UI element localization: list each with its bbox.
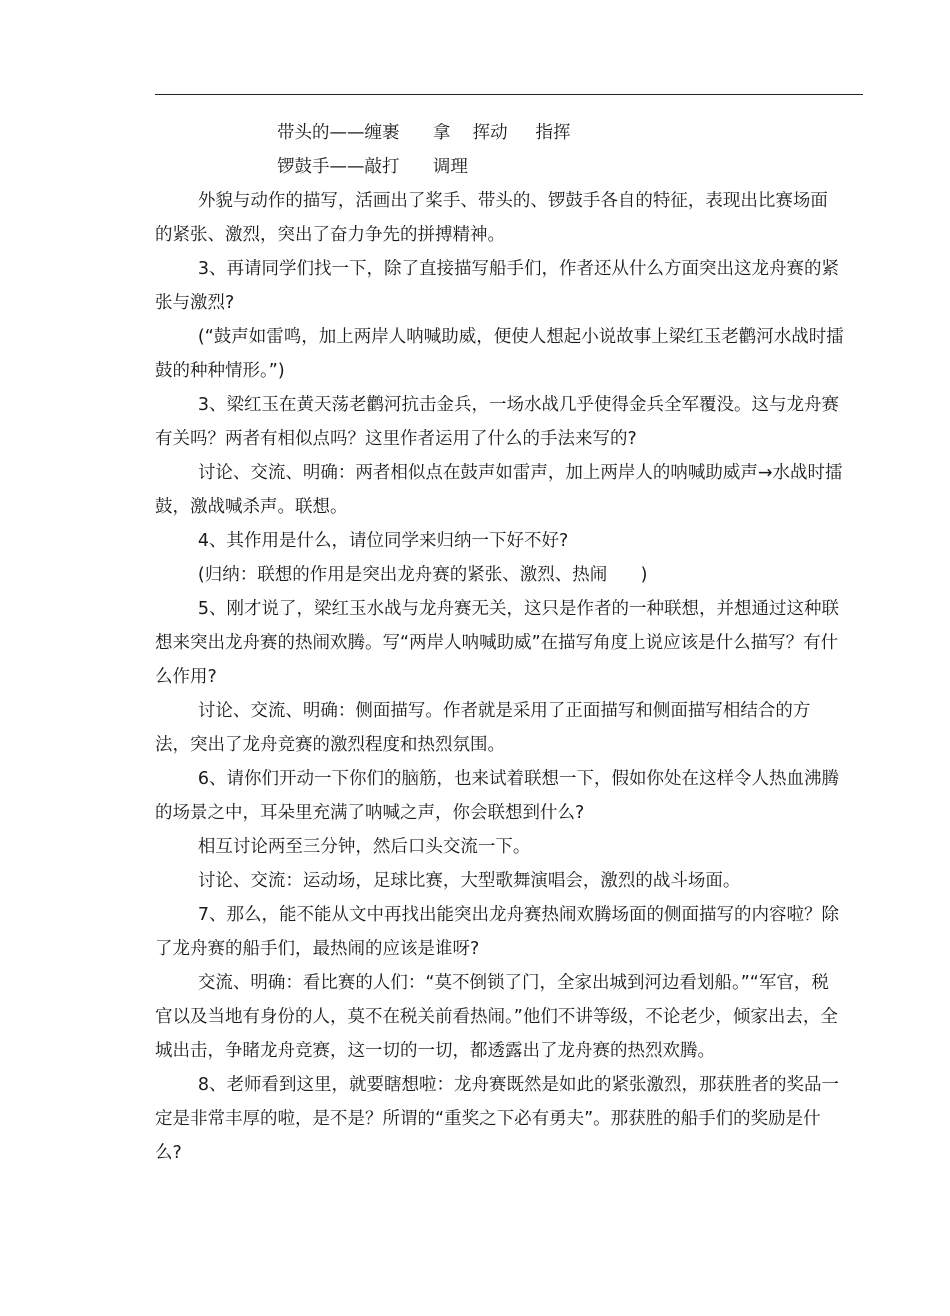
paragraph: 交流、明确：看比赛的人们：“莫不倒锁了门，全家出城到河边看划船。”“军官，税官以及当地有身份的人，莫不在税关前看热闹。”他们不讲等级，不论老少，倾家出去，全城出击，争睹龙舟竞赛，这一切的一切，都透露出了龙舟赛的热烈欢腾。 bbox=[155, 973, 838, 1061]
paragraph: 3、梁红玉在黄天荡老鹳河抗击金兵，一场水战几乎使得金兵全军覆没。这与龙舟赛有关吗？两者有相似点吗？这里作者运用了什么的手法来写的? bbox=[155, 395, 840, 449]
paragraph: 6、请你们开动一下你们的脑筋，也来试着联想一下，假如你处在这样令人热血沸腾的场景之中，耳朵里充满了呐喊之声，你会联想到什么? bbox=[155, 769, 840, 823]
paragraph: 锣鼓手——敲打 调理 bbox=[277, 157, 468, 177]
paragraph: 讨论、交流、明确：两者相似点在鼓声如雷声，加上两岸人的呐喊助威声→水战时擂鼓，激战喊杀声。联想。 bbox=[155, 463, 843, 517]
paragraph: (“鼓声如雷鸣，加上两岸人呐喊助威，便使人想起小说故事上梁红玉老鹳河水战时擂鼓的种种情形。”) bbox=[155, 327, 844, 381]
document-body bbox=[155, 116, 845, 1170]
paragraph: 4、其作用是什么，请位同学来归纳一下好不好? bbox=[197, 531, 569, 551]
paragraph: 相互讨论两至三分钟，然后口头交流一下。 bbox=[197, 837, 531, 857]
paragraph: 讨论、交流：运动场，足球比赛，大型歌舞演唱会，激烈的战斗场面。 bbox=[197, 871, 741, 891]
paragraph: (归纳：联想的作用是突出龙舟赛的紧张、激烈、热闹 ) bbox=[197, 565, 648, 585]
paragraph: 5、刚才说了，梁红玉水战与龙舟赛无关，这只是作者的一种联想，并想通过这种联想来突出龙舟赛的热闹欢腾。写“两岸人呐喊助威”在描写角度上说应该是什么描写？有什么作用? bbox=[155, 599, 840, 687]
header-rule bbox=[155, 94, 863, 95]
paragraph: 带头的——缠裹 拿 挥动 指挥 bbox=[277, 123, 571, 143]
paragraph: 讨论、交流、明确：侧面描写。作者就是采用了正面描写和侧面描写相结合的方法，突出了龙舟竞赛的激烈程度和热烈氛围。 bbox=[155, 701, 811, 755]
paragraph: 7、那么，能不能从文中再找出能突出龙舟赛热闹欢腾场面的侧面描写的内容啦？除了龙舟赛的船手们，最热闹的应该是谁呀? bbox=[155, 905, 840, 959]
paragraph: 外貌与动作的描写，活画出了桨手、带头的、锣鼓手各自的特征，表现出比赛场面的紧张、激烈，突出了奋力争先的拼搏精神。 bbox=[155, 191, 828, 245]
paragraph: 3、再请同学们找一下，除了直接描写船手们，作者还从什么方面突出这龙舟赛的紧张与激烈? bbox=[155, 259, 840, 313]
paragraph: 8、老师看到这里，就要瞎想啦：龙舟赛既然是如此的紧张激烈，那获胜者的奖品一定是非常丰厚的啦，是不是？所谓的“重奖之下必有勇夫”。那获胜的船手们的奖励是什么? bbox=[155, 1075, 840, 1163]
